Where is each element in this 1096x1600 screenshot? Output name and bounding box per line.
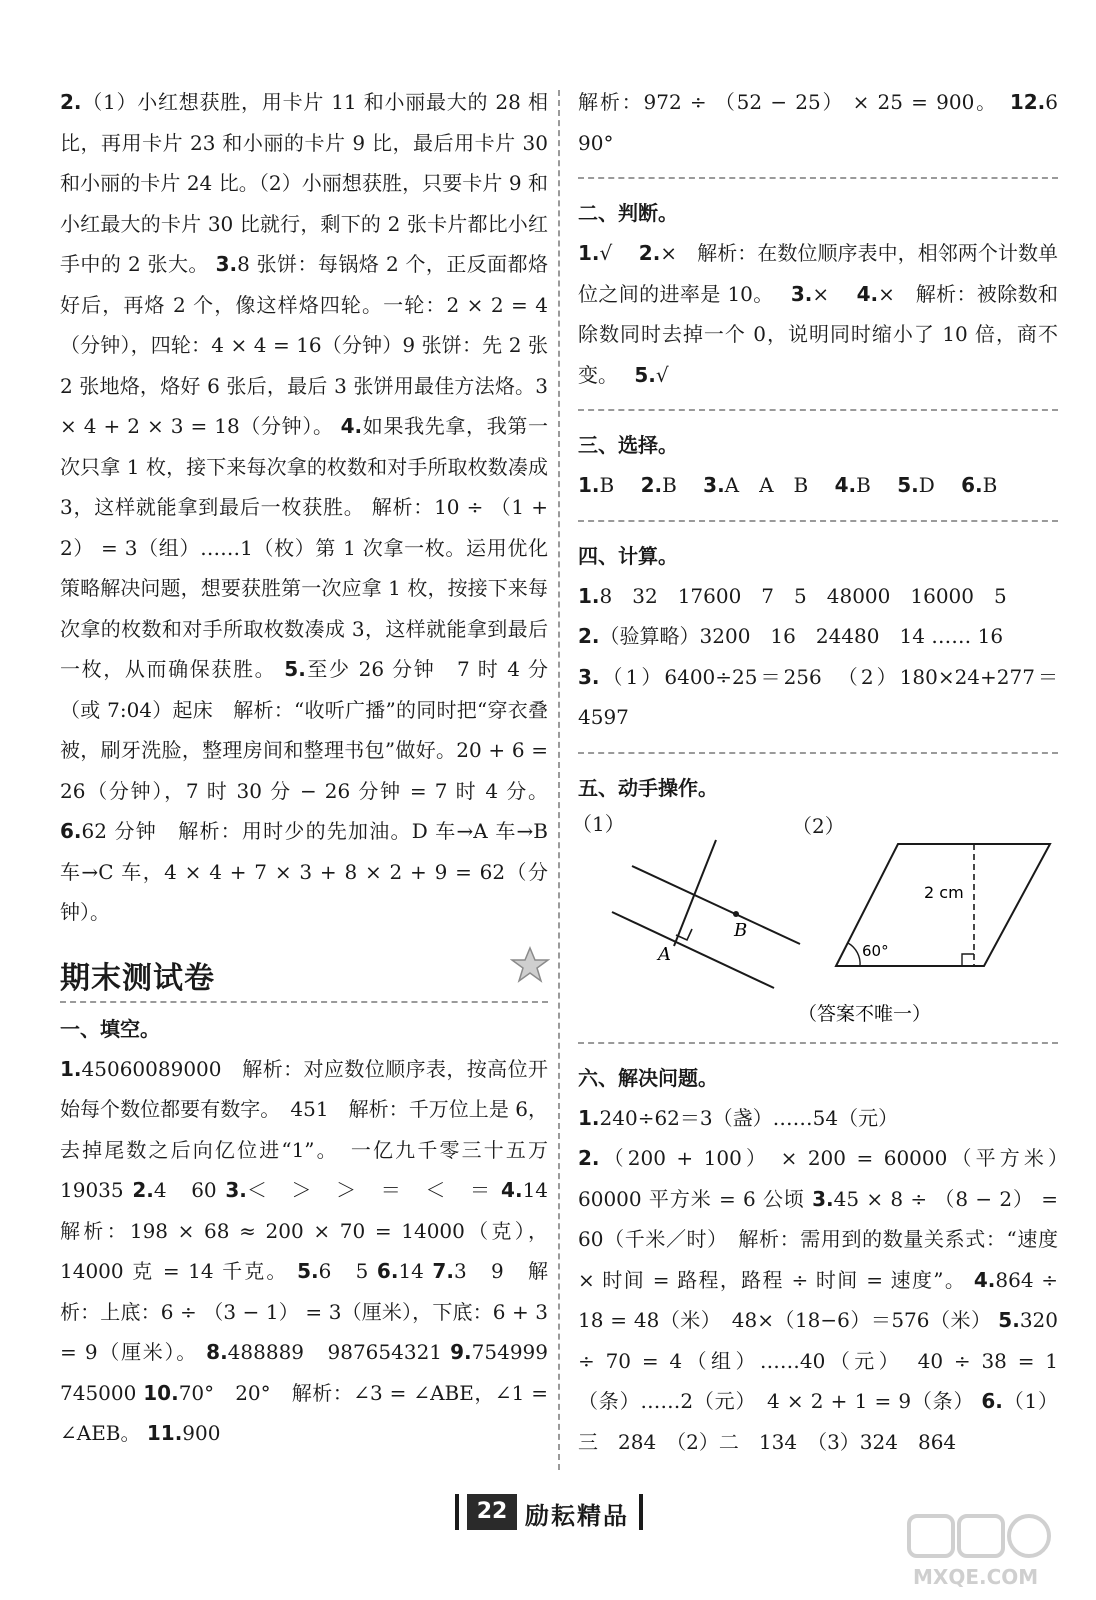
geometry-drawing bbox=[578, 808, 1058, 1028]
point-b-label: B bbox=[734, 919, 748, 941]
q-number: 6. bbox=[376, 1259, 399, 1283]
operation-figures bbox=[572, 808, 1058, 1028]
answer-text: √ bbox=[599, 241, 613, 265]
q-number: 6. bbox=[981, 1389, 1003, 1413]
answer-text: A A B bbox=[724, 473, 809, 497]
answer-text: 至少 26 分钟 7 时 4 分（或 7:04）起床 解析：“收听广播”的同时把“穿衣叠被，刷牙洗脸，整理房间和整理书包”做好。20 + 6 = 26（分钟），7 时 30 分 − 26 分钟 = 7 时 4 分。 bbox=[60, 657, 549, 803]
q-number: 2. bbox=[578, 1146, 600, 1170]
section-heading-fill: 一、填空。 bbox=[60, 1016, 160, 1041]
answer-text: （1）6400÷25＝256 （2）180×24+277＝4597 bbox=[578, 664, 1058, 729]
q-number: 5. bbox=[297, 1259, 319, 1283]
answer-text: × 解析：被除数和除数同时去掉一个 0，说明同时缩小了 10 倍，商不变。 bbox=[578, 281, 1059, 387]
answer-text: 解析：10 ÷ （1 + 2） = 3（组）……1（枚）第 1 次拿一枚。运用优化策略解决问题，想要获胜第一次应拿 1 枚，按接下来每次拿的枚数和对手所取枚数凑成 3，这样就能拿到最后一枚，从而确保获胜。 bbox=[60, 495, 549, 681]
q-number: 3. bbox=[812, 1186, 834, 1211]
answer-text: B bbox=[662, 473, 677, 497]
answer-text: B bbox=[599, 473, 615, 497]
answer-text: 14 bbox=[398, 1259, 424, 1283]
answer-text: 320 ÷ 70 = 4（组）……40（元） 40 ÷ 38 = 1（条）……2（元） 4 × 2 + 1 = 9（条） bbox=[578, 1308, 1058, 1413]
q-number: 10. bbox=[143, 1380, 179, 1405]
answer-text: 900 bbox=[182, 1421, 221, 1445]
q-number: 5. bbox=[998, 1308, 1020, 1332]
judge-answers bbox=[578, 233, 1058, 395]
q-number: 8. bbox=[206, 1340, 228, 1364]
q-number: 3. bbox=[703, 473, 725, 497]
q-number: 3. bbox=[225, 1178, 247, 1202]
q-number: 1. bbox=[578, 241, 600, 265]
height-right-angle bbox=[962, 954, 974, 966]
section-heading-choice: 三、选择。 bbox=[578, 433, 678, 457]
answer-text: （验算略）3200 16 24480 14 …… 16 bbox=[599, 624, 1004, 648]
section-heading-judge: 二、判断。 bbox=[578, 201, 678, 225]
answer-text: 8 张饼：每锅烙 2 个，正反面都烙好后，再烙 2 个，像这样烙四轮。一轮：2 × 2 = 4（分钟），四轮：4 × 4 = 16（分钟）9 张饼：先 2 张 2 张地烙，烙好 6 张后，最后 3 张饼用最佳方法烙。3 × 4 + 2 × 3 = 18（分钟）。 bbox=[60, 252, 548, 438]
star-icon bbox=[510, 945, 550, 985]
q-number: 2. bbox=[132, 1178, 154, 1202]
q-number: 6. bbox=[60, 819, 82, 843]
answer-text: 如果我先拿，我第一次只拿 1 枚，接下来每次拿的枚数和对手所取枚数凑成 3，这样就能拿到最后一枚获胜。 bbox=[60, 414, 549, 519]
answer-text: （1）小红想获胜，用卡片 11 和小丽最大的 28 相比，再用卡片 23 和小丽的卡片 9 比，最后用卡片 30 和小丽的卡片 24 比。（2）小丽想获胜，只要卡片 9 和小红最大的卡片 30 比就行，剩下的 2 张卡片都比小红手中的 2 张大。 bbox=[60, 90, 548, 276]
answer-text: B bbox=[856, 473, 871, 497]
section-heading-operation: 五、动手操作。 bbox=[578, 775, 718, 800]
q-number: 4. bbox=[973, 1267, 996, 1292]
answer-text: D bbox=[918, 473, 935, 497]
answer-text: √ bbox=[655, 362, 669, 387]
angle-label: 60° bbox=[862, 941, 889, 960]
dashed-divider bbox=[578, 177, 1058, 179]
figure-2-label: （2） bbox=[792, 813, 845, 838]
footer-bar-right bbox=[639, 1494, 643, 1530]
q-number: 5. bbox=[284, 657, 306, 681]
q-number: 11. bbox=[146, 1421, 183, 1445]
line-through-a bbox=[612, 912, 774, 988]
calc-answer-3 bbox=[578, 657, 1058, 738]
answer-text: ＜ ＞ ＞ ＝ ＜ ＝ bbox=[246, 1178, 493, 1202]
q-number: 2. bbox=[638, 241, 661, 265]
q-number: 5. bbox=[897, 473, 919, 497]
q-number: 1. bbox=[60, 1056, 82, 1081]
q-number: 5. bbox=[634, 362, 656, 387]
answer-text: （1）三 284 （2）二 134 （3）324 864 bbox=[578, 1389, 1058, 1454]
dashed-divider bbox=[578, 1042, 1058, 1044]
q-number: 1. bbox=[578, 1105, 600, 1130]
angle-arc bbox=[848, 943, 860, 966]
answer-text: 70° 20° 解析：∠3 = ∠ABE，∠1 = ∠AEB。 bbox=[60, 1380, 548, 1445]
calc-answer-2 bbox=[578, 616, 1058, 657]
q-number: 2. bbox=[640, 473, 663, 497]
q-number: 1. bbox=[578, 583, 600, 608]
answer-text: × 解析：在数位顺序表中，相邻两个计数单位之间的进率是 10。 bbox=[578, 241, 1058, 306]
perpendicular-line bbox=[674, 840, 716, 946]
watermark-text: MXQE.COM bbox=[913, 1565, 1039, 1589]
answer-text: （200 + 100） × 200 = 60000（平方米） 60000 平方米 = 6 公顷 bbox=[578, 1146, 1078, 1211]
answer-text: × bbox=[812, 281, 830, 306]
point-b bbox=[733, 911, 739, 917]
q-number: 4. bbox=[856, 281, 879, 306]
q-number: 4. bbox=[501, 1178, 523, 1202]
q-number: 2. bbox=[578, 624, 600, 648]
section-title bbox=[60, 953, 548, 1003]
q-number: 7. bbox=[432, 1259, 454, 1283]
left-column bbox=[60, 82, 569, 1454]
answer-text: 240÷62＝3（盏）……54（元） bbox=[599, 1105, 899, 1130]
height-label: 2 cm bbox=[924, 882, 964, 902]
figure-1-label: （1） bbox=[572, 811, 625, 836]
q-number: 6. bbox=[961, 473, 983, 497]
answer-text: 4 60 bbox=[153, 1178, 217, 1202]
column-divider bbox=[558, 90, 560, 1470]
right-column bbox=[572, 82, 1078, 1462]
continued-answer bbox=[578, 82, 1078, 163]
answer-text: 754999 745000 bbox=[60, 1340, 569, 1405]
section-heading-solve: 六、解决问题。 bbox=[578, 1065, 718, 1090]
answer-text: 3 9 解析：上底：6 ÷ （3 − 1） = 3（厘米），下底：6 + 3 = 9（厘米）。 bbox=[60, 1259, 549, 1364]
q-number: 1. bbox=[578, 473, 600, 497]
answer-text: 488889 987654321 bbox=[227, 1340, 443, 1364]
brand-name: 励耘精品 bbox=[525, 1502, 629, 1530]
dashed-divider bbox=[578, 409, 1058, 411]
answer-note: （答案不唯一） bbox=[798, 1002, 932, 1025]
point-a-label: A bbox=[658, 943, 671, 965]
answer-text: 864 ÷ 18 = 48（米） 48×（18−6）＝576（米） bbox=[578, 1267, 1059, 1332]
q-number: 4. bbox=[834, 473, 857, 497]
answer-text: 6 90° bbox=[578, 90, 1078, 155]
parallel-lines-figure bbox=[612, 840, 800, 988]
answer-text: 解析：972 ÷ （52 − 25） × 25 = 900。 bbox=[578, 90, 988, 114]
answer-text: 14 解析：198 × 68 ≈ 200 × 70 = 14000（克），14000 克 = 14 千克。 bbox=[60, 1178, 569, 1283]
section-title-text: 期末测试卷 bbox=[60, 960, 215, 996]
answer-paragraph-continued bbox=[60, 82, 548, 933]
section-heading-calc: 四、计算。 bbox=[578, 543, 678, 568]
q-number: 9. bbox=[450, 1340, 472, 1364]
q-number: 12. bbox=[1009, 90, 1046, 114]
q-number: 2. bbox=[60, 90, 82, 114]
answer-text: 45060089000 解析：对应数位顺序表，按高位开始每个数位都要有数字。 451 解析：千万位上是 6，去掉尾数之后向亿位进“1”。 一亿九千零三十五万 19035 bbox=[60, 1056, 568, 1202]
answer-text: 8 32 17600 7 5 48000 16000 5 bbox=[599, 583, 1007, 608]
dashed-divider bbox=[578, 520, 1058, 522]
page-number: 22 bbox=[467, 1494, 517, 1530]
footer-bar-left bbox=[455, 1494, 459, 1530]
answer-text: 62 分钟 解析：用时少的先加油。D 车→A 车→B 车→C 车，4 × 4 + 7 × 3 + 8 × 2 + 9 = 62（分钟）。 bbox=[60, 819, 548, 924]
answer-text: 45 × 8 ÷ （8 − 2） = 60（千米／时） 解析：需用到的数量关系式：“速度 × 时间 = 路程，路程 ÷ 时间 = 速度”。 bbox=[578, 1186, 1058, 1292]
calc-answer-1 bbox=[578, 576, 1058, 617]
q-number: 4. bbox=[340, 414, 363, 438]
q-number: 3. bbox=[790, 281, 813, 306]
fill-answers bbox=[60, 1049, 569, 1454]
answer-text: B bbox=[982, 473, 998, 497]
parallelogram-figure bbox=[836, 844, 1050, 966]
watermark-logo bbox=[905, 1510, 1055, 1590]
q-number: 3. bbox=[215, 252, 238, 276]
answer-text: 6 5 bbox=[318, 1259, 369, 1283]
q-number: 3. bbox=[578, 664, 600, 689]
page-footer bbox=[455, 1494, 645, 1534]
solve-answers bbox=[578, 1098, 1078, 1463]
dashed-divider bbox=[578, 752, 1058, 754]
choice-answers bbox=[578, 465, 1058, 506]
